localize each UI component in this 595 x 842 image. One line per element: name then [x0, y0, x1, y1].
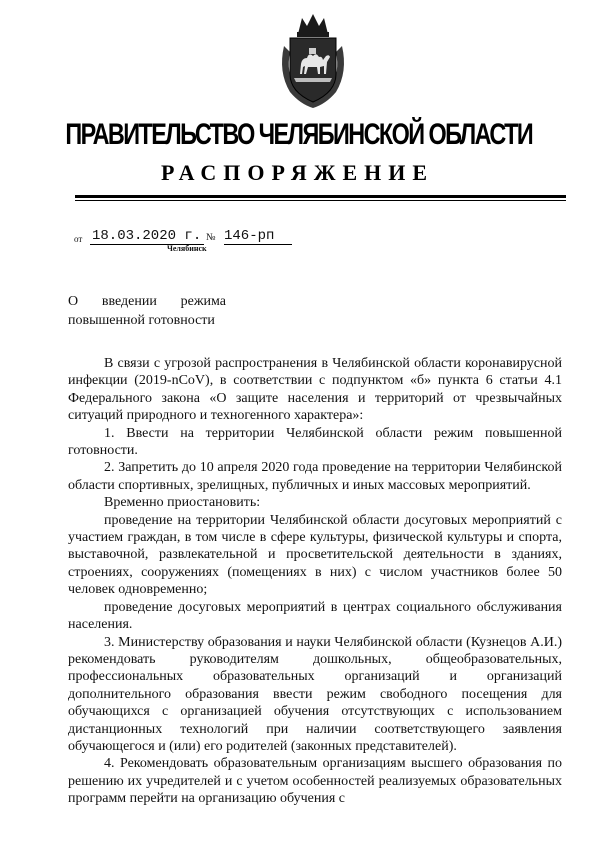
date-from-label: от [74, 234, 83, 244]
decree-body [68, 355, 562, 808]
decree-number: 146-рп [224, 228, 292, 245]
decree-subject [68, 292, 226, 330]
body-suspend-heading: Временно приостановить: [104, 495, 261, 511]
body-item-4: 4. Рекомендовать образовательным организациям высшего образования по решению их учредителей и с учетом особенностей реализуемых образовательных программ перейти на организацию обучения с [68, 756, 562, 807]
body-preamble: В связи с угрозой распространения в Челябинской области коронавирусной инфекции (2019-nCoV), в соответствии с подпунктом «б» пункта 6 статьи 4.1 Федерального закона «О защите населения и территорий от чрезвычайных ситуаций природного и техногенного характера»: [68, 356, 562, 424]
body-item-1: 1. Ввести на территории Челябинской области режим повышенной готовности. [68, 425, 562, 459]
header-rule-thick [75, 195, 566, 198]
coat-of-arms-icon [276, 12, 350, 110]
document-type-title: РАСПОРЯЖЕНИЕ [160, 160, 435, 185]
body-item-2: 2. Запретить до 10 апреля 2020 года проведение на территории Челябинской области спортивных, зрелищных, публичных и иных массовых мероприятий. [68, 460, 562, 493]
subject-word: О [68, 294, 79, 309]
subject-line-2: повышенной готовности [68, 313, 215, 328]
body-suspend-a: проведение на территории Челябинской области досуговых мероприятий с участием граждан, в том числе в сфере культуры, физической культуры и спорта, выставочной, развлекательной и просветительской деятельности в зданиях, строениях, сооружениях (помещениях в них) с числом участников более 50 человек одновременно; [68, 512, 562, 598]
decree-date: 18.03.2020 г. [90, 228, 204, 245]
header-rule-thin [75, 200, 566, 201]
body-suspend-b: проведение досуговых мероприятий в центрах социального обслуживания населения. [68, 599, 562, 633]
government-title: ПРАВИТЕЛЬСТВО ЧЕЛЯБИНСКОЙ ОБЛАСТИ [65, 118, 533, 151]
number-label: № [206, 232, 216, 243]
body-item-3: 3. Министерству образования и науки Челябинской области (Кузнецов А.И.) рекомендовать руководителям дошкольных, общеобразовательных, профессиональных образовательных организаций и организаций дополнительного образования ввести режим свободного посещения для обучающихся с организацией обучения отсутствующих с использованием дистанционных технологий при наличии соответствующего заявления обучающегося и (или) его родителей (законных представителей). [68, 634, 562, 754]
subject-word: режима [180, 294, 226, 309]
issue-city: Челябинск [167, 244, 207, 253]
subject-word: введении [101, 294, 157, 309]
